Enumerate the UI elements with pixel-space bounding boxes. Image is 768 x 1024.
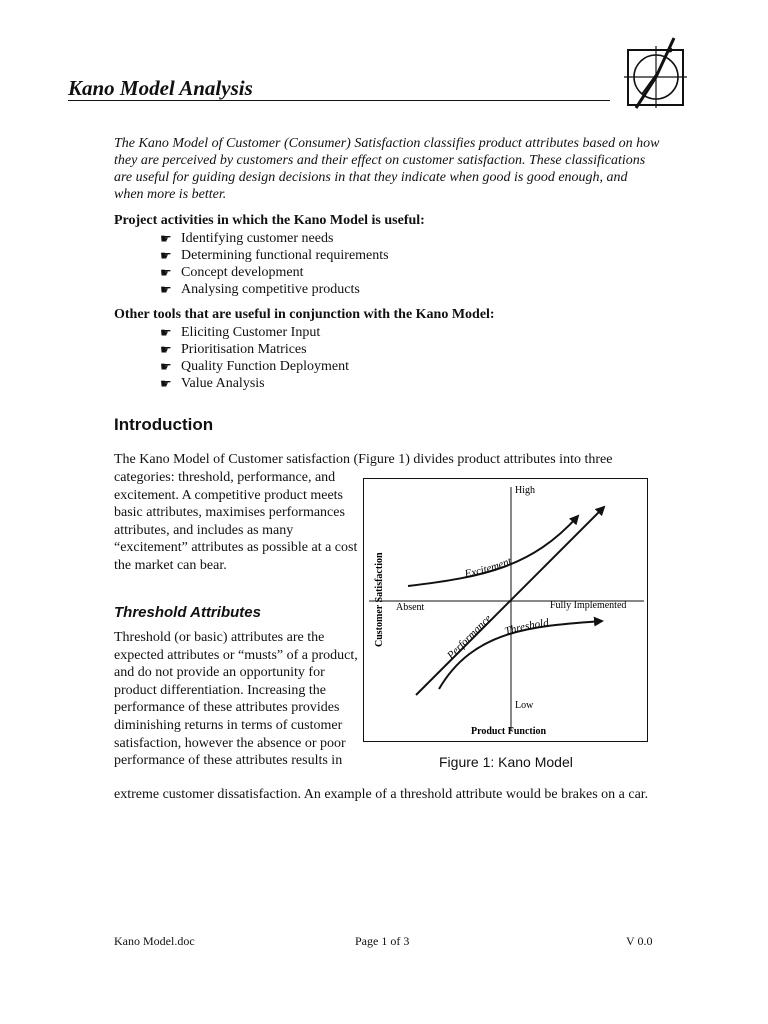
page-title: Kano Model Analysis [68,76,253,100]
footer-version: V 0.0 [626,934,653,948]
list-item: ☛ Quality Function Deployment [160,359,349,374]
pointing-hand-icon: ☛ [160,325,172,340]
excitement-label: Excitement [463,555,514,581]
axis-low-label: Low [515,700,534,711]
performance-label: Performance [444,612,495,662]
axis-high-label: High [515,485,535,496]
intro-paragraph: The Kano Model of Customer (Consumer) Satisfaction classifies product attributes based on how they are perceived by customers and their effect on customer satisfaction. These classifications are useful for guiding design decisions in that they indicate when good is good enough, and when more is better. [114,136,660,202]
list-item: ☛ Identifying customer needs [160,231,334,246]
footer-filename: Kano Model.doc [114,934,195,948]
threshold-tail-text: extreme customer dissatisfaction. An example of a threshold attribute would be brakes on a car. [114,787,649,802]
list-item: ☛ Eliciting Customer Input [160,325,321,340]
excitement-curve [408,516,578,586]
axis-absent-label: Absent [396,602,425,613]
list-item: ☛ Analysing competitive products [160,282,360,297]
threshold-label: Threshold [503,616,550,638]
pointing-hand-icon: ☛ [160,231,172,246]
tools-heading: Other tools that are useful in conjunction with the Kano Model: [114,307,495,322]
tools-list [160,324,349,392]
kano-model-figure [363,478,648,742]
svg-text:Threshold [503,617,550,638]
y-axis-label: Customer Satisfaction [374,552,385,647]
pointing-hand-icon: ☛ [160,248,172,263]
axis-fully-label: Fully Implemented [550,600,627,611]
introduction-heading: Introduction [114,415,214,434]
figure-caption: Figure 1: Kano Model [439,754,573,770]
list-item: ☛ Determining functional requirements [160,248,389,263]
threshold-wrapped-text: Threshold (or basic) attributes are the expected attributes or “musts” of a product, and do not provide an opportunity for product differentiation. Increasing the performance of these attributes provides diminishing returns in terms of customer satisfaction, however the absence or poor performance of these attributes results in [114,630,358,769]
pointing-hand-icon: ☛ [160,265,172,280]
pointing-hand-icon: ☛ [160,342,172,357]
pointing-hand-icon: ☛ [160,282,172,297]
threshold-heading: Threshold Attributes [114,604,261,621]
introduction-first-line: The Kano Model of Customer satisfaction (Figure 1) divides product attributes into three [114,452,613,467]
activities-list [160,230,389,298]
list-item: ☛ Value Analysis [160,376,265,391]
list-item: ☛ Prioritisation Matrices [160,342,307,357]
footer-page-number: Page 1 of 3 [355,934,410,948]
introduction-wrapped-text: categories: threshold, performance, and excitement. A competitive product meets basic attributes, maximises performances attributes, and includes as many “excitement” attributes as possible at a cost the market can bear. [114,470,358,573]
pointing-hand-icon: ☛ [160,359,172,374]
title-rule [68,100,610,101]
compass-logo-icon [620,36,690,112]
list-item: ☛ Concept development [160,265,304,280]
x-axis-label: Product Function [471,726,547,737]
svg-text:Excitement [463,555,515,581]
activities-heading: Project activities in which the Kano Model is useful: [114,213,425,228]
pointing-hand-icon: ☛ [160,376,172,391]
